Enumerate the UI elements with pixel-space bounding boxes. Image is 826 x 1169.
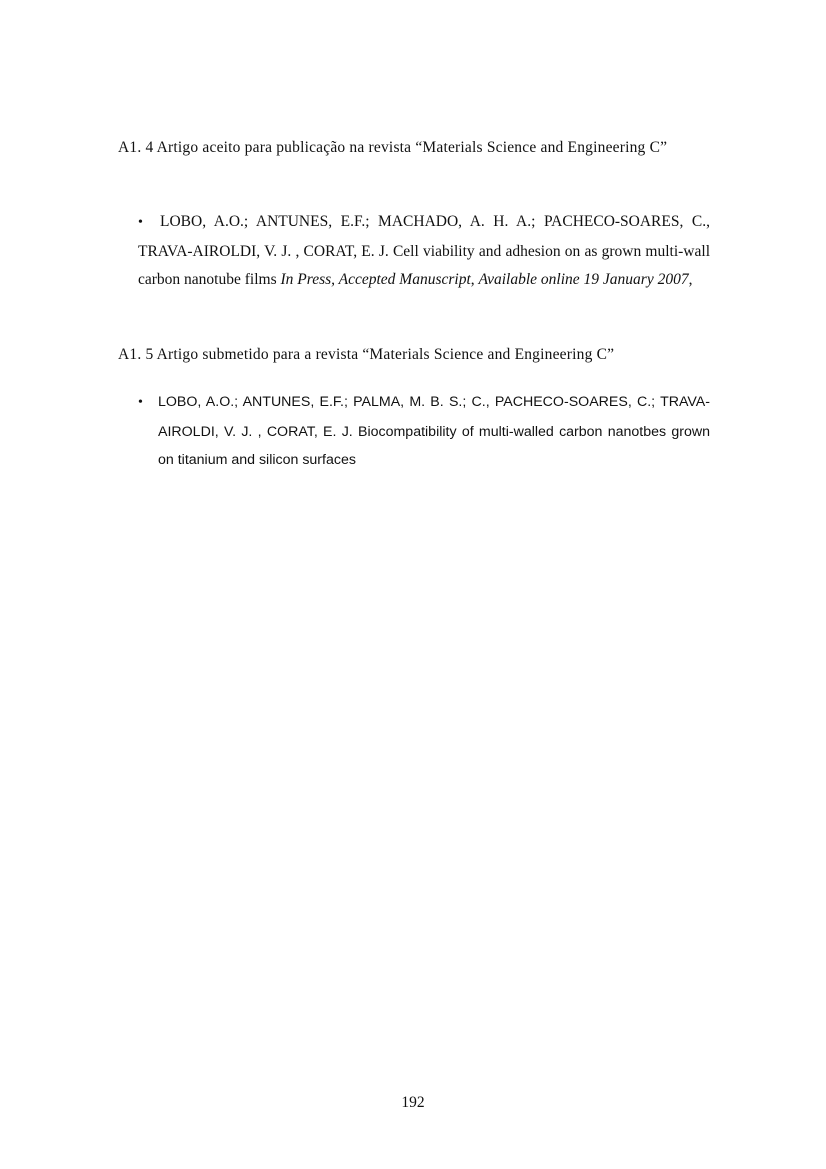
reference-date: Available online 19 January 2007 [478,271,689,288]
reference-authors-title: LOBO, A.O.; ANTUNES, E.F.; MACHADO, A. H. A.; PACHECO-SOARES, C., TRAVA-AIROLDI, V. J. , CORAT, E. J. Cell viability and adhesion on as grown multi-wall carbon nanotube films [138,213,710,288]
section-heading-a1-5: A1. 5 Artigo submetido para a revista “Materials Science and Engineering C” [118,346,615,363]
reference-trailing: , [688,271,693,288]
reference-text: LOBO, A.O.; ANTUNES, E.F.; PALMA, M. B. S.; C., PACHECO-SOARES, C.; TRAVA-AIROLDI, V. J. , CORAT, E. J. Biocompatibility of multi-walled carbon nanotbes grown on titanium and silicon surfaces [158,394,710,468]
reference-item-a1-4 [138,208,710,295]
bullet-icon: • [138,215,143,230]
bullet-icon: • [138,395,143,410]
page-number: 192 [401,1094,425,1111]
section-heading-a1-4: A1. 4 Artigo aceito para publicação na revista “Materials Science and Engineering C” [118,139,668,156]
reference-item-a1-5 [138,388,710,475]
reference-separator: , [470,271,479,288]
reference-status: In Press, Accepted Manuscript [280,271,471,288]
